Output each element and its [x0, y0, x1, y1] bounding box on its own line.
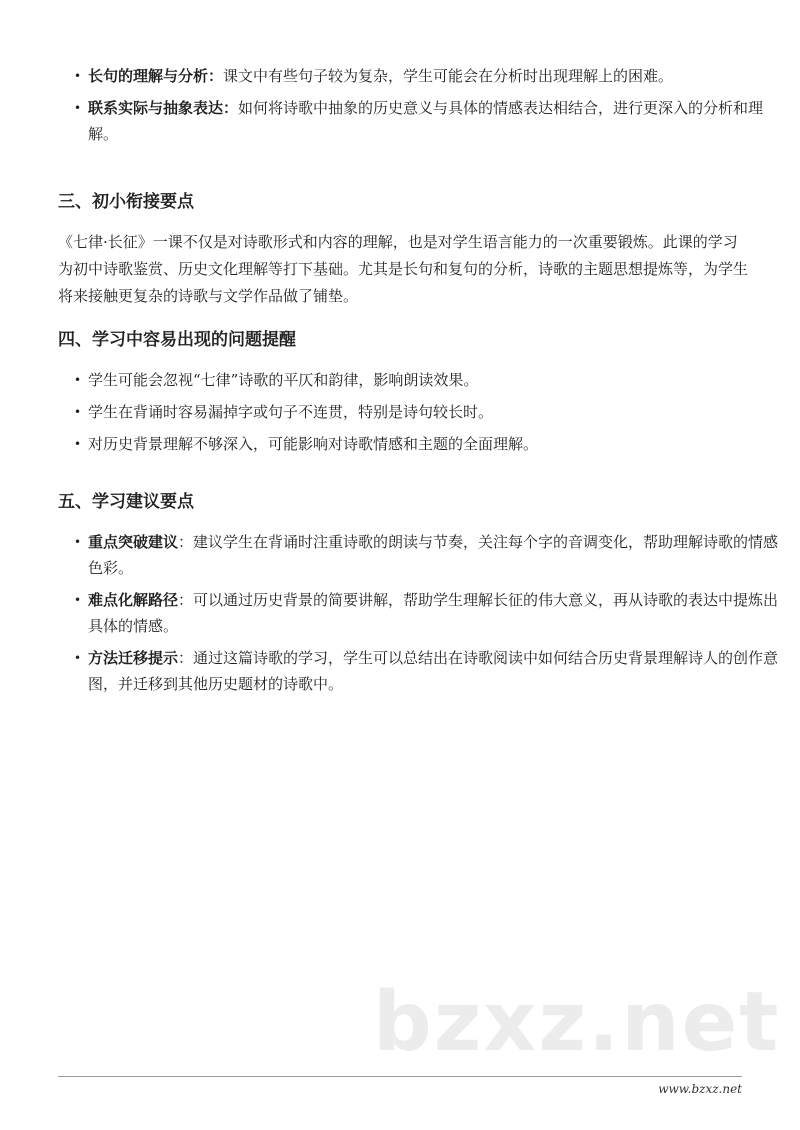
list-item-text: ：可以通过历史背景的简要讲解，帮助学生理解长征的伟大意义，再从诗歌的表达中提炼出具体的情感。	[88, 591, 779, 635]
list-item	[58, 645, 788, 697]
footer-url: www.bzxz.net	[658, 1082, 742, 1096]
list-item-text: 对历史背景理解不够深入，可能影响对诗歌情感和主题的全面理解。	[88, 435, 539, 453]
section-paragraph: 《七律·长征》一课不仅是对诗歌形式和内容的理解，也是对学生语言能力的一次重要锻炼。此课的学习为初中诗歌鉴赏、历史文化理解等打下基础。尤其是长句和复句的分析，诗歌的主题思想提炼等，为学生将来接触更复杂的诗歌与文学作品做了铺垫。	[58, 233, 749, 305]
section-heading: 三、初小衔接要点	[58, 192, 194, 212]
bullet-icon: •	[74, 593, 82, 607]
list-item	[58, 63, 788, 89]
list-item-text: ：通过这篇诗歌的学习，学生可以总结出在诗歌阅读中如何结合历史背景理解诗人的创作意图，并迁移到其他历史题材的诗歌中。	[88, 649, 779, 693]
list-item-term: 重点突破建议	[88, 533, 179, 551]
watermark: bzxz.net	[373, 975, 781, 1070]
section-heading: 五、学习建议要点	[58, 492, 194, 512]
bullet-icon: •	[74, 373, 82, 387]
list-item	[58, 587, 788, 639]
suggestion-list	[58, 529, 788, 697]
list-item-text: ：建议学生在背诵时注重诗歌的朗读与节奏，关注每个字的音调变化，帮助理解诗歌的情感色彩。	[88, 533, 779, 577]
list-item	[58, 431, 788, 457]
list-item-text: 课文中有些句子较为复杂，学生可能会在分析时出现理解上的困难。	[223, 67, 674, 85]
list-item-term: 长句的理解与分析：	[88, 67, 224, 85]
problem-list	[58, 367, 788, 457]
list-item-text: 学生在背诵时容易漏掉字或句子不连贯，特别是诗句较长时。	[88, 403, 494, 421]
list-item-term: 联系实际与抽象表达：	[88, 99, 239, 117]
list-item	[58, 95, 788, 147]
bullet-icon: •	[74, 101, 82, 115]
bullet-icon: •	[74, 69, 82, 83]
bullet-icon: •	[74, 405, 82, 419]
difficulty-list	[58, 63, 788, 147]
section-heading: 四、学习中容易出现的问题提醒	[58, 330, 296, 350]
list-item	[58, 529, 788, 581]
list-item-text: 如何将诗歌中抽象的历史意义与具体的情感表达相结合，进行更深入的分析和理解。	[88, 99, 764, 143]
footer-divider	[58, 1076, 742, 1077]
list-item-term: 难点化解路径	[88, 591, 179, 609]
bullet-icon: •	[74, 651, 82, 665]
list-item-term: 方法迁移提示	[88, 649, 179, 667]
bullet-icon: •	[74, 437, 82, 451]
list-item	[58, 399, 788, 425]
list-item-text: 学生可能会忽视“七律”诗歌的平仄和韵律，影响朗读效果。	[88, 371, 479, 389]
list-item	[58, 367, 788, 393]
bullet-icon: •	[74, 535, 82, 549]
